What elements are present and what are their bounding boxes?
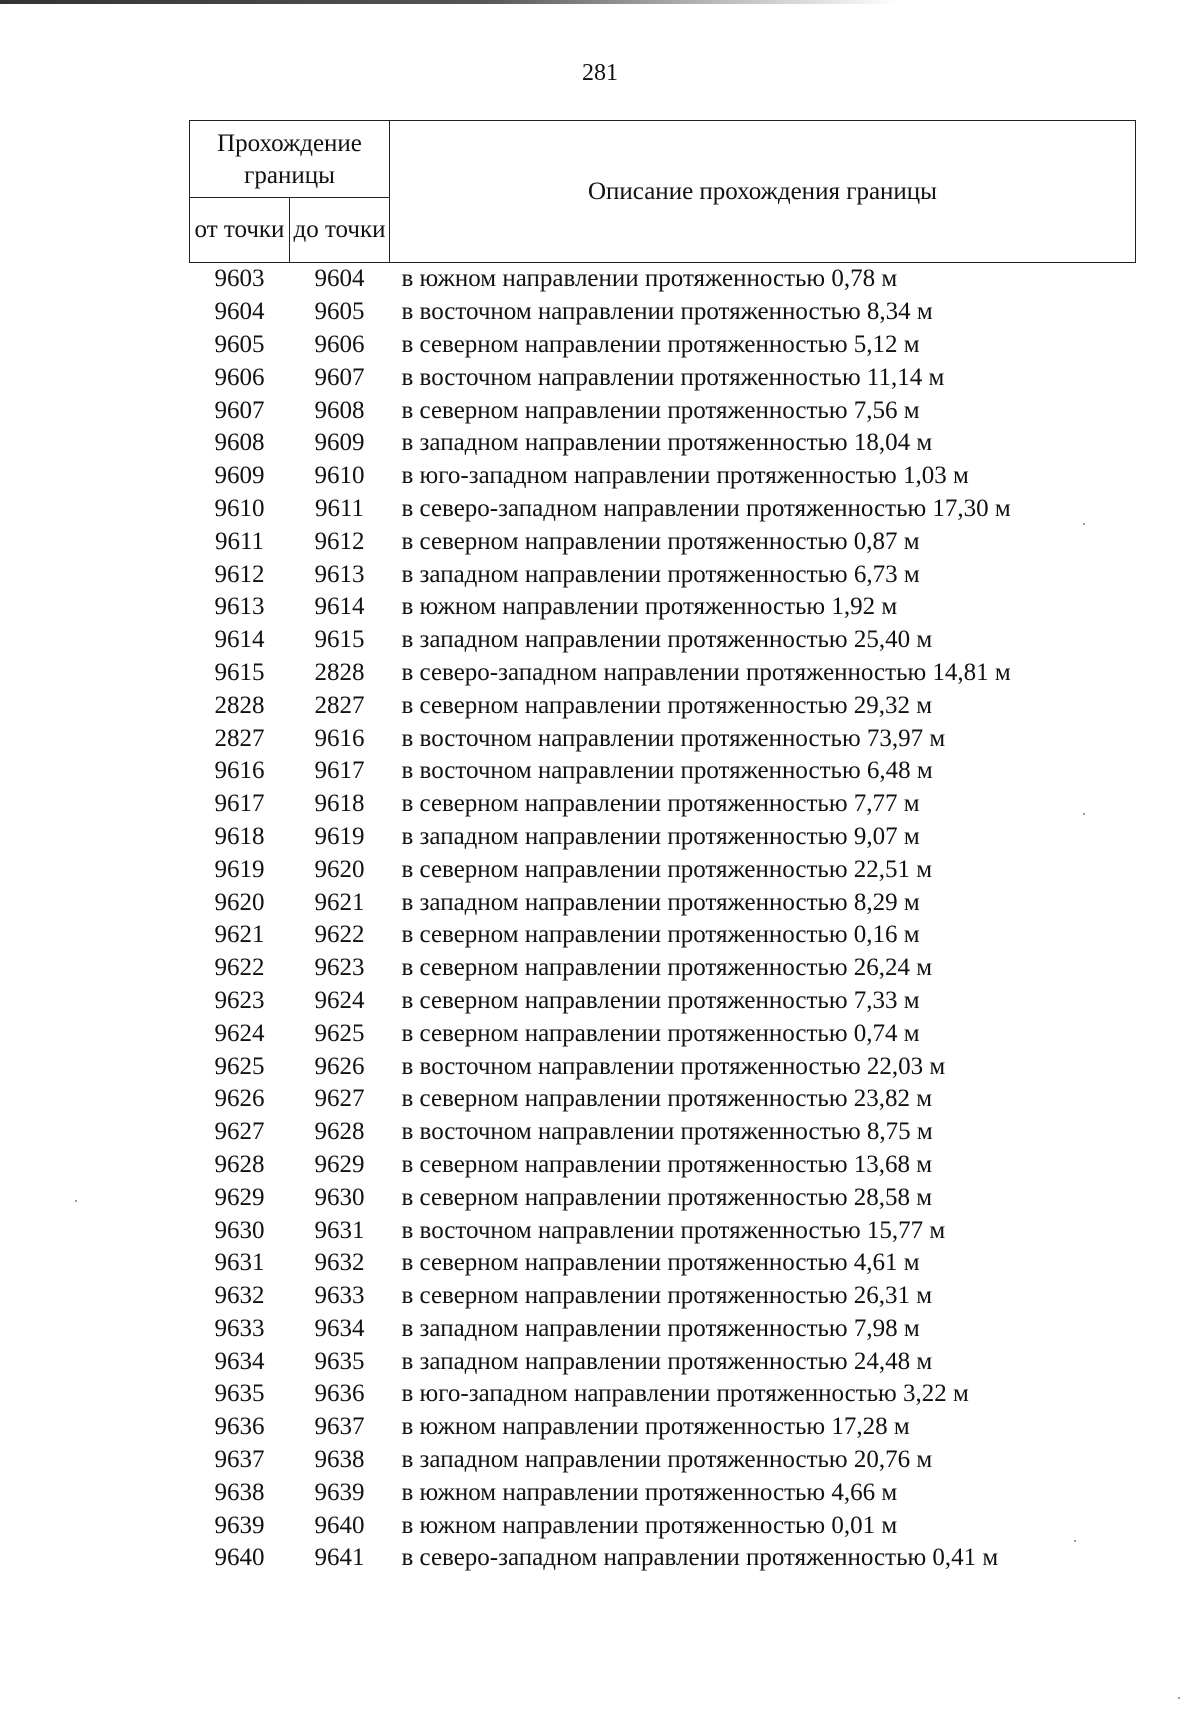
cell-from-point: 9603 bbox=[214, 265, 265, 293]
table-row bbox=[190, 788, 1136, 821]
cell-from-point: 9625 bbox=[214, 1052, 265, 1080]
table-row bbox=[190, 722, 1136, 755]
table-row bbox=[190, 361, 1136, 394]
cell-to-point: 9622 bbox=[314, 921, 365, 949]
cell-from-point: 9608 bbox=[214, 429, 265, 457]
scan-speck bbox=[1083, 813, 1085, 815]
cell-from-point: 9636 bbox=[214, 1413, 265, 1441]
cell-description: в южном направлении протяженностью 1,92 м bbox=[401, 593, 898, 621]
cell-from-point: 9633 bbox=[214, 1314, 265, 1342]
table-row bbox=[190, 296, 1136, 329]
cell-description: в северо-западном направлении протяженностью 17,30 м bbox=[401, 494, 1011, 522]
cell-from-point: 9624 bbox=[214, 1019, 265, 1047]
table-row bbox=[190, 919, 1136, 952]
cell-from-point: 9607 bbox=[214, 396, 265, 424]
table-row bbox=[190, 985, 1136, 1018]
cell-to-point: 9641 bbox=[314, 1544, 365, 1572]
cell-description: в северо-западном направлении протяженностью 14,81 м bbox=[401, 658, 1011, 686]
table-row bbox=[190, 1476, 1136, 1509]
table-row bbox=[190, 394, 1136, 427]
cell-to-point: 9629 bbox=[314, 1150, 365, 1178]
cell-from-point: 9621 bbox=[214, 921, 265, 949]
cell-from-point: 9629 bbox=[214, 1183, 265, 1211]
cell-description: в западном направлении протяженностью 20,76 м bbox=[401, 1446, 933, 1474]
table-row bbox=[190, 493, 1136, 526]
cell-description: в юго-западном направлении протяженностью 3,22 м bbox=[401, 1380, 969, 1408]
table-row bbox=[190, 853, 1136, 886]
cell-from-point: 9618 bbox=[214, 822, 265, 850]
scan-speck bbox=[1178, 1697, 1180, 1699]
cell-from-point: 9638 bbox=[214, 1478, 265, 1506]
cell-to-point: 9610 bbox=[314, 462, 365, 490]
table-row bbox=[190, 1247, 1136, 1280]
cell-description: в восточном направлении протяженностью 11,14 м bbox=[401, 363, 945, 391]
cell-from-point: 9605 bbox=[214, 330, 265, 358]
table-row bbox=[190, 427, 1136, 460]
cell-description: в северном направлении протяженностью 28,58 м bbox=[401, 1183, 933, 1211]
cell-to-point: 9608 bbox=[314, 396, 365, 424]
cell-description: в южном направлении протяженностью 0,78 м bbox=[401, 265, 898, 293]
table-row bbox=[190, 657, 1136, 690]
table-row bbox=[190, 1149, 1136, 1182]
table-row bbox=[190, 1181, 1136, 1214]
cell-description: в западном направлении протяженностью 7,98 м bbox=[401, 1314, 920, 1342]
cell-to-point: 9625 bbox=[314, 1019, 365, 1047]
cell-to-point: 2828 bbox=[314, 658, 365, 686]
cell-to-point: 9606 bbox=[314, 330, 365, 358]
cell-from-point: 2828 bbox=[214, 691, 265, 719]
cell-to-point: 9616 bbox=[314, 724, 365, 752]
cell-to-point: 9635 bbox=[314, 1347, 365, 1375]
table-row bbox=[190, 1214, 1136, 1247]
cell-to-point: 9604 bbox=[314, 265, 365, 293]
table-row bbox=[190, 821, 1136, 854]
cell-to-point: 9634 bbox=[314, 1314, 365, 1342]
cell-description: в северном направлении протяженностью 22,51 м bbox=[401, 855, 933, 883]
cell-description: в северном направлении протяженностью 0,16 м bbox=[401, 921, 920, 949]
table-row bbox=[190, 689, 1136, 722]
cell-from-point: 9614 bbox=[214, 626, 265, 654]
table-row bbox=[190, 1313, 1136, 1346]
cell-description: в северном направлении протяженностью 7,77 м bbox=[401, 790, 920, 818]
cell-description: в западном направлении протяженностью 18,04 м bbox=[401, 429, 933, 457]
table-row bbox=[190, 263, 1136, 296]
cell-to-point: 9627 bbox=[314, 1085, 365, 1113]
cell-description: в восточном направлении протяженностью 15,77 м bbox=[401, 1216, 946, 1244]
cell-from-point: 9635 bbox=[214, 1380, 265, 1408]
table-row bbox=[190, 558, 1136, 591]
header-description: Описание прохождения границы bbox=[390, 121, 1136, 263]
cell-description: в восточном направлении протяженностью 8,75 м bbox=[401, 1118, 933, 1146]
table-row bbox=[190, 525, 1136, 558]
cell-to-point: 9626 bbox=[314, 1052, 365, 1080]
table-row bbox=[190, 1542, 1136, 1575]
table-row bbox=[190, 1444, 1136, 1477]
header-to-point: до точки bbox=[290, 198, 390, 263]
cell-to-point: 9612 bbox=[314, 527, 365, 555]
cell-to-point: 9636 bbox=[314, 1380, 365, 1408]
cell-to-point: 9613 bbox=[314, 560, 365, 588]
table-row bbox=[190, 1411, 1136, 1444]
table-row bbox=[190, 1509, 1136, 1542]
cell-from-point: 9628 bbox=[214, 1150, 265, 1178]
cell-from-point: 9604 bbox=[214, 298, 265, 326]
cell-to-point: 9639 bbox=[314, 1478, 365, 1506]
cell-to-point: 9607 bbox=[314, 363, 365, 391]
cell-description: в восточном направлении протяженностью 73,97 м bbox=[401, 724, 946, 752]
cell-description: в северном направлении протяженностью 0,74 м bbox=[401, 1019, 920, 1047]
table-row bbox=[190, 624, 1136, 657]
cell-from-point: 9640 bbox=[214, 1544, 265, 1572]
cell-description: в юго-западном направлении протяженностью 1,03 м bbox=[401, 462, 969, 490]
cell-to-point: 9609 bbox=[314, 429, 365, 457]
cell-from-point: 9622 bbox=[214, 954, 265, 982]
scan-speck bbox=[75, 1200, 77, 1202]
cell-to-point: 9619 bbox=[314, 822, 365, 850]
table-row bbox=[190, 591, 1136, 624]
cell-from-point: 9615 bbox=[214, 658, 265, 686]
cell-to-point: 9614 bbox=[314, 593, 365, 621]
cell-description: в северном направлении протяженностью 0,87 м bbox=[401, 527, 920, 555]
cell-description: в западном направлении протяженностью 24,48 м bbox=[401, 1347, 933, 1375]
cell-to-point: 9611 bbox=[314, 494, 365, 522]
cell-description: в северном направлении протяженностью 7,33 м bbox=[401, 986, 920, 1014]
cell-description: в северном направлении протяженностью 23,82 м bbox=[401, 1085, 933, 1113]
cell-to-point: 9633 bbox=[314, 1282, 365, 1310]
cell-to-point: 9621 bbox=[314, 888, 365, 916]
table-row bbox=[190, 1345, 1136, 1378]
cell-to-point: 9637 bbox=[314, 1413, 365, 1441]
cell-to-point: 9623 bbox=[314, 954, 365, 982]
table-row bbox=[190, 1083, 1136, 1116]
table-row bbox=[190, 952, 1136, 985]
cell-description: в северном направлении протяженностью 26,24 м bbox=[401, 954, 933, 982]
cell-description: в северном направлении протяженностью 26,31 м bbox=[401, 1282, 933, 1310]
scan-edge bbox=[0, 0, 1200, 4]
cell-to-point: 9638 bbox=[314, 1446, 365, 1474]
cell-from-point: 9634 bbox=[214, 1347, 265, 1375]
cell-description: в восточном направлении протяженностью 6,48 м bbox=[401, 757, 933, 785]
cell-to-point: 9617 bbox=[314, 757, 365, 785]
cell-description: в западном направлении протяженностью 9,07 м bbox=[401, 822, 920, 850]
cell-to-point: 9628 bbox=[314, 1118, 365, 1146]
cell-from-point: 2827 bbox=[214, 724, 265, 752]
header-from-point: от точки bbox=[190, 198, 290, 263]
table-row bbox=[190, 886, 1136, 919]
cell-description: в северо-западном направлении протяженностью 0,41 м bbox=[401, 1544, 999, 1572]
cell-from-point: 9626 bbox=[214, 1085, 265, 1113]
cell-from-point: 9612 bbox=[214, 560, 265, 588]
cell-description: в западном направлении протяженностью 6,73 м bbox=[401, 560, 920, 588]
cell-description: в северном направлении протяженностью 7,56 м bbox=[401, 396, 920, 424]
boundary-table bbox=[189, 120, 1136, 1575]
page-number: 281 bbox=[582, 60, 618, 86]
cell-from-point: 9609 bbox=[214, 462, 265, 490]
table-row bbox=[190, 329, 1136, 362]
table-row bbox=[190, 460, 1136, 493]
cell-from-point: 9623 bbox=[214, 986, 265, 1014]
cell-from-point: 9616 bbox=[214, 757, 265, 785]
cell-to-point: 9632 bbox=[314, 1249, 365, 1277]
cell-from-point: 9610 bbox=[214, 494, 265, 522]
table-row bbox=[190, 1378, 1136, 1411]
cell-description: в северном направлении протяженностью 29,32 м bbox=[401, 691, 933, 719]
table-row bbox=[190, 1017, 1136, 1050]
cell-from-point: 9613 bbox=[214, 593, 265, 621]
table-body bbox=[190, 263, 1136, 1575]
cell-to-point: 2827 bbox=[314, 691, 365, 719]
cell-to-point: 9640 bbox=[314, 1511, 365, 1539]
cell-from-point: 9617 bbox=[214, 790, 265, 818]
cell-from-point: 9627 bbox=[214, 1118, 265, 1146]
cell-description: в восточном направлении протяженностью 22,03 м bbox=[401, 1052, 946, 1080]
table-row bbox=[190, 1116, 1136, 1149]
cell-to-point: 9624 bbox=[314, 986, 365, 1014]
cell-description: в южном направлении протяженностью 4,66 м bbox=[401, 1478, 898, 1506]
cell-to-point: 9615 bbox=[314, 626, 365, 654]
header-boundary-passage: Прохождение границы bbox=[190, 121, 390, 198]
cell-description: в южном направлении протяженностью 0,01 м bbox=[401, 1511, 898, 1539]
cell-from-point: 9630 bbox=[214, 1216, 265, 1244]
table-row bbox=[190, 1280, 1136, 1313]
scan-speck bbox=[1074, 1540, 1076, 1542]
scan-speck bbox=[1083, 523, 1085, 525]
cell-to-point: 9620 bbox=[314, 855, 365, 883]
cell-from-point: 9620 bbox=[214, 888, 265, 916]
cell-description: в южном направлении протяженностью 17,28 м bbox=[401, 1413, 910, 1441]
cell-description: в северном направлении протяженностью 13,68 м bbox=[401, 1150, 933, 1178]
cell-description: в западном направлении протяженностью 25,40 м bbox=[401, 626, 933, 654]
cell-from-point: 9637 bbox=[214, 1446, 265, 1474]
cell-to-point: 9631 bbox=[314, 1216, 365, 1244]
cell-description: в северном направлении протяженностью 4,61 м bbox=[401, 1249, 920, 1277]
table-row bbox=[190, 1050, 1136, 1083]
cell-from-point: 9631 bbox=[214, 1249, 265, 1277]
cell-from-point: 9619 bbox=[214, 855, 265, 883]
cell-to-point: 9605 bbox=[314, 298, 365, 326]
table-row bbox=[190, 755, 1136, 788]
cell-description: в восточном направлении протяженностью 8,34 м bbox=[401, 298, 933, 326]
cell-from-point: 9606 bbox=[214, 363, 265, 391]
cell-to-point: 9618 bbox=[314, 790, 365, 818]
cell-description: в северном направлении протяженностью 5,12 м bbox=[401, 330, 920, 358]
cell-to-point: 9630 bbox=[314, 1183, 365, 1211]
cell-from-point: 9639 bbox=[214, 1511, 265, 1539]
cell-description: в западном направлении протяженностью 8,29 м bbox=[401, 888, 920, 916]
cell-from-point: 9632 bbox=[214, 1282, 265, 1310]
cell-from-point: 9611 bbox=[214, 527, 265, 555]
